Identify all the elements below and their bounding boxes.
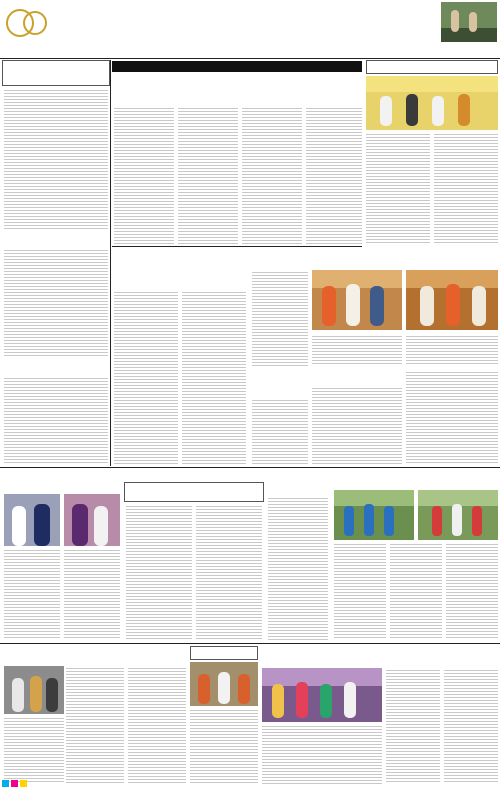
body-gramasabha-col-2 [196,504,262,640]
headline-small-meeting [190,646,258,660]
body-left-1 [4,88,108,230]
headline-sports [332,470,498,488]
body-ration-col-1 [4,548,60,640]
body-small-brief-3 [406,370,498,464]
body-festival-col-3 [262,724,382,784]
headline-ration [2,470,122,492]
headline-gramasabha [124,482,264,502]
top-banner [112,61,362,72]
body-right-top-col-1 [366,132,430,244]
anniversary-emblem [6,6,48,40]
left-column-divider [110,60,111,466]
registration-yellow-swatch [20,780,27,787]
headline-small-brief-2 [312,370,402,384]
headline-middle-brief [266,470,330,494]
lower-page-divider [0,643,500,644]
body-right-top-col-2 [434,132,498,244]
ration-photo-1 [4,494,60,546]
body-gramasabha-col-1 [126,504,192,640]
gramasabha-kicker-bar [124,470,264,480]
body-ration-col-2 [64,548,120,640]
headline-festival [262,646,498,666]
promo-photo [441,2,497,42]
festival-photo [262,668,382,722]
body-middle-brief [268,496,328,640]
registration-cyan-swatch [2,780,9,787]
body-hospital-col-2 [178,106,238,244]
section-title [150,6,350,46]
hospital-bottom-rule [112,246,362,247]
headline-left-1 [2,60,110,86]
body-diesel-col-1 [66,666,124,784]
body-hospital-col-4 [306,106,362,244]
headline-small-brief-1 [252,370,308,396]
dharma-photo [312,270,402,330]
body-small-brief-1 [252,398,308,464]
date-line [6,44,146,54]
body-forest-col-1 [114,290,178,464]
body-diesel-col-2 [128,666,186,784]
body-small-brief-2 [312,386,402,464]
body-forest-col-2 [182,290,246,464]
body-small-meeting [190,708,258,784]
body-festival-col-2 [444,668,498,784]
body-hospital-col-1 [114,106,174,244]
body-dharma-col-1 [252,270,308,366]
sports-photo-2 [418,490,498,540]
registration-magenta-swatch [11,780,18,787]
body-sports-col-2 [390,542,442,640]
ration-photo-2 [64,494,120,546]
body-festival-col-1 [386,668,440,784]
body-dharma-col-2 [312,334,402,366]
mid-page-divider [0,467,500,468]
headline-left-2 [2,232,110,246]
headline-dharma [250,249,498,267]
headline-forest [112,249,248,287]
promo-caption [383,4,439,32]
body-sports-col-3 [446,542,498,640]
body-dharma-col-3 [406,334,498,366]
dharma-photo-2 [406,270,498,330]
body-left-2 [4,248,108,358]
masthead-divider [0,58,500,59]
headline-left-3 [2,360,110,374]
page-label [454,44,496,54]
newspaper-brand [54,12,132,32]
right-top-photo [366,76,498,130]
headline-diesel [2,646,186,664]
sports-photo-1 [334,490,414,540]
body-hospital-col-3 [242,106,302,244]
masthead [0,0,500,58]
small-meeting-photo [190,662,258,706]
body-sports-col-1 [334,542,386,640]
body-diesel-col-3 [4,716,64,784]
headline-right-top [366,60,498,74]
headline-hospital [112,74,362,104]
diesel-photo [4,666,64,714]
body-left-3 [4,376,108,464]
